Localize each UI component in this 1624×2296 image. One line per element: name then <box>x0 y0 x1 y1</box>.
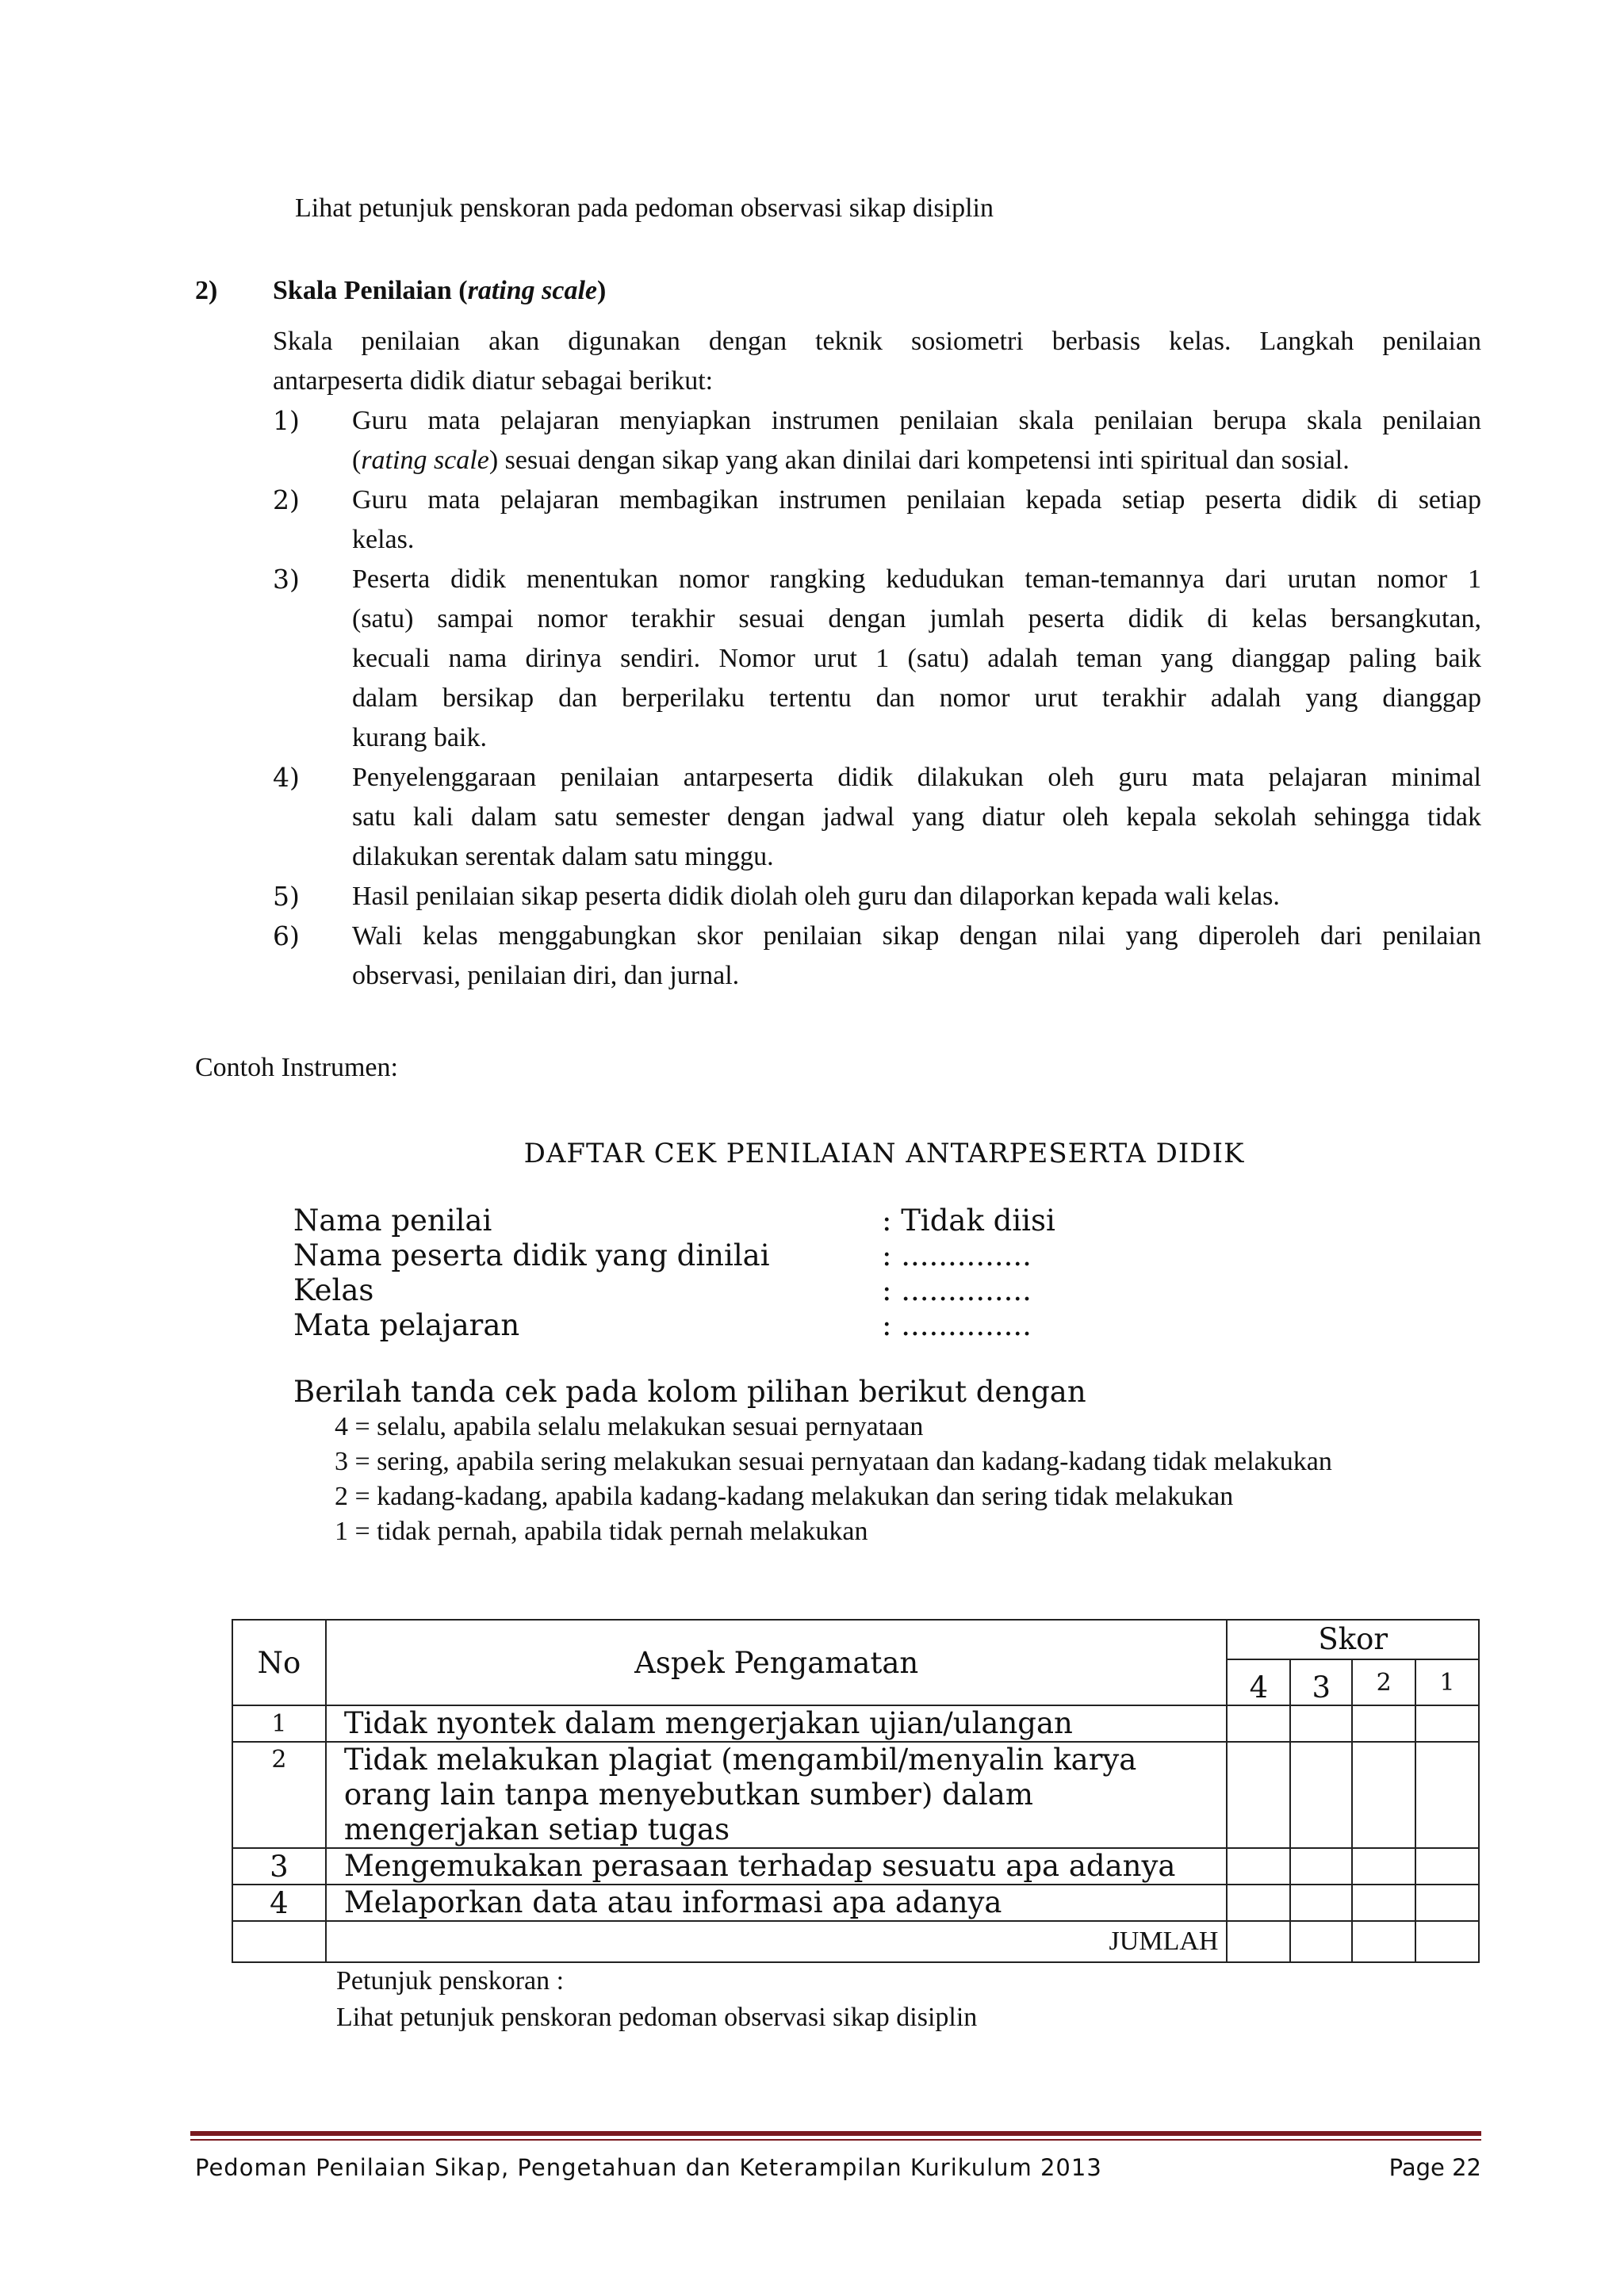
header-score: Skor <box>1227 1620 1479 1659</box>
step-line: dalam bersikap dan berperilaku tertentu dan nomor urut terakhir adalah yang dianggap <box>352 683 1481 713</box>
scale-item: 3 = sering, apabila sering melakukan sesuai pernyataan dan kadang-kadang tidak melakukan <box>335 1447 1332 1476</box>
total-cell[interactable] <box>1227 1921 1290 1962</box>
step-number: 1) <box>273 405 300 436</box>
score-cell[interactable] <box>1352 1742 1415 1848</box>
step-line-pre: ( <box>352 446 362 475</box>
step-number: 3) <box>273 564 300 595</box>
total-cell[interactable] <box>1290 1921 1352 1962</box>
step-number: 6) <box>273 920 300 951</box>
score-cell[interactable] <box>1415 1848 1479 1885</box>
section-title-prefix: Skala Penilaian ( <box>273 276 468 305</box>
score-cell[interactable] <box>1227 1848 1290 1885</box>
row-aspect: Mengemukakan perasaan terhadap sesuatu apa adanya <box>326 1848 1228 1885</box>
scale-item: 4 = selalu, apabila selalu melakukan sesuai pernyataan <box>335 1412 924 1441</box>
section-title-italic: rating scale <box>467 276 598 305</box>
total-no-cell <box>232 1921 326 1962</box>
step-line: (satu) sampai nomor terakhir sesuai dengan jumlah peserta didik di kelas bersangkutan, <box>352 604 1481 633</box>
field-label-class: Kelas <box>293 1273 374 1307</box>
header-score-3: 3 <box>1290 1659 1352 1705</box>
table-row <box>232 1742 1479 1848</box>
total-label: JUMLAH <box>326 1921 1228 1962</box>
score-cell[interactable] <box>1352 1848 1415 1885</box>
row-aspect: Tidak melakukan plagiat (mengambil/menyalin karya orang lain tanpa menyebutkan sumber) dalam mengerjakan setiap tugas <box>326 1742 1228 1848</box>
step-line: Hasil penilaian sikap peserta didik diolah oleh guru dan dilaporkan kepada wali kelas. <box>352 882 1280 911</box>
intro-line-1: Skala penilaian akan digunakan dengan teknik sosiometri berbasis kelas. Langkah penilaian <box>273 327 1481 356</box>
footer-rule-thin <box>190 2139 1481 2141</box>
score-cell[interactable] <box>1290 1742 1352 1848</box>
scale-item: 1 = tidak pernah, apabila tidak pernah melakukan <box>335 1517 868 1546</box>
score-cell[interactable] <box>1415 1742 1479 1848</box>
row-no: 2 <box>232 1742 326 1848</box>
total-row <box>232 1921 1479 1962</box>
header-score-4: 4 <box>1227 1659 1290 1705</box>
footer-rule-thick <box>190 2131 1481 2136</box>
score-cell[interactable] <box>1227 1705 1290 1742</box>
table-row <box>232 1848 1479 1885</box>
step-line: Wali kelas menggabungkan skor penilaian sikap dengan nilai yang diperoleh dari penilaian <box>352 921 1481 951</box>
assessment-table <box>232 1619 1480 1963</box>
field-label-student: Nama peserta didik yang dinilai <box>293 1238 770 1272</box>
step-line: kurang baik. <box>352 723 487 752</box>
section-number: 2) <box>195 276 218 305</box>
score-cell[interactable] <box>1415 1885 1479 1921</box>
score-cell[interactable] <box>1290 1705 1352 1742</box>
row-no: 4 <box>232 1885 326 1921</box>
score-cell[interactable] <box>1290 1885 1352 1921</box>
header-score-1: 1 <box>1415 1659 1479 1705</box>
footer-title: Pedoman Penilaian Sikap, Pengetahuan dan Keterampilan Kurikulum 2013 <box>195 2154 1102 2181</box>
row-no: 3 <box>232 1848 326 1885</box>
step-number: 2) <box>273 484 300 515</box>
score-cell[interactable] <box>1352 1705 1415 1742</box>
field-value-assessor: : Tidak diisi <box>882 1203 1055 1238</box>
total-cell[interactable] <box>1415 1921 1479 1962</box>
score-cell[interactable] <box>1415 1705 1479 1742</box>
table-row <box>232 1705 1479 1742</box>
step-line: kecuali nama dirinya sendiri. Nomor urut 1 (satu) adalah teman yang dianggap paling baik <box>352 644 1481 673</box>
section-title <box>273 271 606 311</box>
scoring-note-text: Lihat petunjuk penskoran pedoman observasi sikap disiplin <box>336 2003 978 2032</box>
field-label-assessor: Nama penilai <box>293 1203 492 1238</box>
row-aspect: Melaporkan data atau informasi apa adanya <box>326 1885 1228 1921</box>
table-row <box>232 1885 1479 1921</box>
step-line: observasi, penilaian diri, dan jurnal. <box>352 961 740 990</box>
intro-line-2: antarpeserta didik diatur sebagai berikut: <box>273 366 714 396</box>
section-title-suffix: ) <box>597 276 607 305</box>
step-line: dilakukan serentak dalam satu minggu. <box>352 842 774 871</box>
score-cell[interactable] <box>1227 1742 1290 1848</box>
score-cell[interactable] <box>1290 1848 1352 1885</box>
step-line: Guru mata pelajaran menyiapkan instrumen penilaian skala penilaian berupa skala penilaian <box>352 406 1481 435</box>
step-line: Peserta didik menentukan nomor rangking kedudukan teman-temannya dari urutan nomor 1 <box>352 564 1481 594</box>
example-label: Contoh Instrumen: <box>195 1053 398 1082</box>
row-aspect: Tidak nyontek dalam mengerjakan ujian/ulangan <box>326 1705 1228 1742</box>
step-line-post: ) sesuai dengan sikap yang akan dinilai dari kompetensi inti spiritual dan sosial. <box>488 446 1350 475</box>
step-number: 4) <box>273 762 300 793</box>
score-cell[interactable] <box>1227 1885 1290 1921</box>
header-aspect: Aspek Pengamatan <box>326 1620 1228 1705</box>
step-line: kelas. <box>352 525 415 554</box>
field-value-class: : .............. <box>882 1273 1032 1307</box>
step-line: Guru mata pelajaran membagikan instrumen penilaian kepada setiap peserta didik di setiap <box>352 485 1481 515</box>
total-cell[interactable] <box>1352 1921 1415 1962</box>
field-value-subject: : .............. <box>882 1308 1032 1342</box>
form-title: DAFTAR CEK PENILAIAN ANTARPESERTA DIDIK <box>523 1138 1245 1169</box>
step-number: 5) <box>273 881 300 912</box>
footer-page-number: Page 22 <box>1388 2154 1481 2181</box>
scale-item: 2 = kadang-kadang, apabila kadang-kadang melakukan dan sering tidak melakukan <box>335 1482 1234 1511</box>
step-line: Penyelenggaraan penilaian antarpeserta didik dilakukan oleh guru mata pelajaran minimal <box>352 763 1481 792</box>
row-no: 1 <box>232 1705 326 1742</box>
header-score-2: 2 <box>1352 1659 1415 1705</box>
top-note: Lihat petunjuk penskoran pada pedoman observasi sikap disiplin <box>295 193 994 223</box>
step-line-italic: rating scale <box>361 446 489 475</box>
field-label-subject: Mata pelajaran <box>293 1308 520 1342</box>
step-line <box>352 441 1350 480</box>
score-cell[interactable] <box>1352 1885 1415 1921</box>
field-value-student: : .............. <box>882 1238 1032 1272</box>
scoring-note-label: Petunjuk penskoran : <box>336 1966 565 1996</box>
step-line: satu kali dalam satu semester dengan jadwal yang diatur oleh kepala sekolah sehingga tidak <box>352 802 1481 832</box>
header-no: No <box>232 1620 326 1705</box>
form-instruction: Berilah tanda cek pada kolom pilihan berikut dengan <box>293 1375 1086 1409</box>
